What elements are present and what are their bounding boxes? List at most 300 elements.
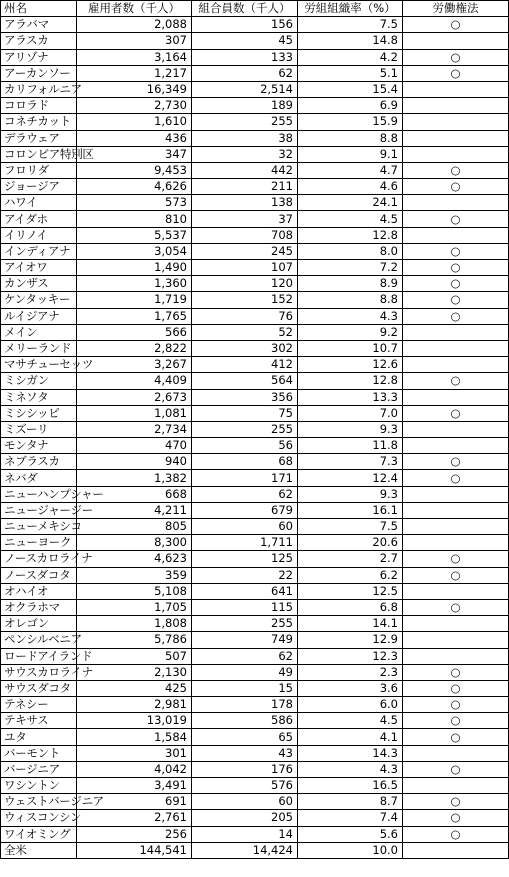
state-name-cell: ワシントン [1,778,77,794]
employed-cell: 4,626 [77,179,192,195]
right-to-work-cell [403,519,509,535]
state-name-cell: アイダホ [1,211,77,227]
right-to-work-cell [403,195,509,211]
table-row [1,81,509,97]
state-name-cell: イリノイ [1,227,77,243]
members-cell: 442 [192,162,298,178]
state-name-cell: ワイオミング [1,826,77,842]
members-cell: 176 [192,761,298,777]
employed-cell: 2,130 [77,664,192,680]
union-rate-cell: 9.1 [298,146,403,162]
members-cell: 679 [192,502,298,518]
right-to-work-cell: ○ [403,454,509,470]
members-cell: 76 [192,308,298,324]
table-row [1,243,509,259]
table-row [1,340,509,356]
union-rate-cell: 14.3 [298,745,403,761]
employed-cell: 1,808 [77,616,192,632]
employed-cell: 425 [77,680,192,696]
union-rate-cell: 20.6 [298,535,403,551]
union-rate-cell: 8.9 [298,276,403,292]
right-to-work-cell: ○ [403,292,509,308]
table-row [1,486,509,502]
union-rate-cell: 7.5 [298,519,403,535]
table-row [1,114,509,130]
state-name-cell: テキサス [1,713,77,729]
members-cell: 68 [192,454,298,470]
table-row [1,17,509,33]
right-to-work-cell [403,535,509,551]
employed-cell: 1,719 [77,292,192,308]
state-name-cell: オクラホマ [1,599,77,615]
employed-cell: 5,537 [77,227,192,243]
state-name-cell: サウスダコタ [1,680,77,696]
employed-cell: 4,623 [77,551,192,567]
employed-cell: 8,300 [77,535,192,551]
right-to-work-cell [403,502,509,518]
state-name-cell: デラウェア [1,130,77,146]
state-name-cell: ニューハンプシャー [1,486,77,502]
table-row [1,551,509,567]
members-cell: 45 [192,33,298,49]
state-name-cell: ウェストバージニア [1,794,77,810]
state-name-cell: ケンタッキー [1,292,77,308]
right-to-work-cell: ○ [403,276,509,292]
table-row [1,729,509,745]
employed-cell: 16,349 [77,81,192,97]
state-name-cell: フロリダ [1,162,77,178]
table-row [1,648,509,664]
table-row [1,98,509,114]
employed-cell: 2,734 [77,421,192,437]
members-cell: 14,424 [192,842,298,858]
right-to-work-cell: ○ [403,65,509,81]
table-row [1,519,509,535]
right-to-work-cell [403,33,509,49]
table-row [1,794,509,810]
members-cell: 255 [192,114,298,130]
members-cell: 178 [192,697,298,713]
employed-cell: 4,211 [77,502,192,518]
union-rate-cell: 6.0 [298,697,403,713]
table-row [1,130,509,146]
members-cell: 14 [192,826,298,842]
employed-cell: 4,042 [77,761,192,777]
right-to-work-cell: ○ [403,405,509,421]
right-to-work-cell [403,745,509,761]
employed-cell: 256 [77,826,192,842]
members-cell: 15 [192,680,298,696]
union-rate-cell: 4.7 [298,162,403,178]
members-cell: 49 [192,664,298,680]
state-name-cell: コロンビア特別区 [1,146,77,162]
members-cell: 125 [192,551,298,567]
right-to-work-cell: ○ [403,697,509,713]
employed-cell: 1,382 [77,470,192,486]
table-row [1,211,509,227]
header-union-rate: 労組組織率（%） [298,1,403,17]
right-to-work-cell [403,486,509,502]
members-cell: 189 [192,98,298,114]
employed-cell: 5,786 [77,632,192,648]
state-name-cell: ネブラスカ [1,454,77,470]
union-rate-cell: 12.4 [298,470,403,486]
union-rate-cell: 4.2 [298,49,403,65]
union-rate-cell: 12.8 [298,373,403,389]
employed-cell: 3,054 [77,243,192,259]
state-name-cell: ミシガン [1,373,77,389]
union-rate-cell: 24.1 [298,195,403,211]
total-row [1,842,509,858]
union-rate-cell: 8.0 [298,243,403,259]
employed-cell: 144,541 [77,842,192,858]
employed-cell: 2,761 [77,810,192,826]
state-name-cell: ネバダ [1,470,77,486]
right-to-work-cell [403,114,509,130]
union-rate-cell: 7.4 [298,810,403,826]
table-row [1,260,509,276]
employed-cell: 1,217 [77,65,192,81]
members-cell: 586 [192,713,298,729]
state-name-cell: メイン [1,324,77,340]
union-rate-cell: 4.3 [298,308,403,324]
table-row [1,583,509,599]
table-row [1,227,509,243]
union-rate-cell: 4.1 [298,729,403,745]
table-row [1,292,509,308]
right-to-work-cell: ○ [403,713,509,729]
table-row [1,778,509,794]
employed-cell: 1,490 [77,260,192,276]
members-cell: 37 [192,211,298,227]
union-rate-cell: 9.3 [298,486,403,502]
union-rate-cell: 2.3 [298,664,403,680]
state-name-cell: ペンシルベニア [1,632,77,648]
members-cell: 356 [192,389,298,405]
members-cell: 138 [192,195,298,211]
state-name-cell: インディアナ [1,243,77,259]
union-rate-cell: 13.3 [298,389,403,405]
members-cell: 171 [192,470,298,486]
members-cell: 152 [192,292,298,308]
state-name-cell: モンタナ [1,438,77,454]
union-rate-cell: 7.3 [298,454,403,470]
right-to-work-cell [403,421,509,437]
right-to-work-cell: ○ [403,729,509,745]
members-cell: 62 [192,65,298,81]
employed-cell: 2,730 [77,98,192,114]
members-cell: 60 [192,794,298,810]
employed-cell: 470 [77,438,192,454]
members-cell: 60 [192,519,298,535]
members-cell: 32 [192,146,298,162]
right-to-work-cell: ○ [403,17,509,33]
members-cell: 22 [192,567,298,583]
table-row [1,146,509,162]
table-row [1,389,509,405]
right-to-work-cell: ○ [403,308,509,324]
employed-cell: 347 [77,146,192,162]
state-name-cell: アーカンソー [1,65,77,81]
employed-cell: 307 [77,33,192,49]
union-rate-cell: 16.5 [298,778,403,794]
employed-cell: 940 [77,454,192,470]
table-row [1,373,509,389]
members-cell: 75 [192,405,298,421]
union-rate-cell: 15.4 [298,81,403,97]
state-name-cell: ノースダコタ [1,567,77,583]
members-cell: 1,711 [192,535,298,551]
members-cell: 156 [192,17,298,33]
table-row [1,276,509,292]
union-rate-cell: 12.9 [298,632,403,648]
state-name-cell: ニューメキシコ [1,519,77,535]
table-row [1,680,509,696]
state-name-cell: ミシシッピ [1,405,77,421]
state-name-cell: バーモント [1,745,77,761]
members-cell: 38 [192,130,298,146]
members-cell: 211 [192,179,298,195]
table-row [1,324,509,340]
members-cell: 255 [192,616,298,632]
employed-cell: 566 [77,324,192,340]
right-to-work-cell: ○ [403,373,509,389]
members-cell: 302 [192,340,298,356]
table-row [1,179,509,195]
table-row [1,502,509,518]
right-to-work-cell [403,583,509,599]
right-to-work-cell: ○ [403,162,509,178]
union-rate-cell: 6.2 [298,567,403,583]
right-to-work-cell [403,778,509,794]
right-to-work-cell: ○ [403,826,509,842]
union-rate-cell: 8.8 [298,292,403,308]
right-to-work-cell [403,389,509,405]
union-rate-cell: 4.5 [298,211,403,227]
header-state: 州名 [1,1,77,17]
table-row [1,535,509,551]
right-to-work-cell: ○ [403,599,509,615]
members-cell: 245 [192,243,298,259]
state-name-cell: テネシー [1,697,77,713]
union-rate-cell: 6.8 [298,599,403,615]
right-to-work-cell: ○ [403,470,509,486]
table-body [1,17,509,859]
union-rate-cell: 12.8 [298,227,403,243]
employed-cell: 810 [77,211,192,227]
right-to-work-cell: ○ [403,179,509,195]
union-rate-cell: 9.2 [298,324,403,340]
right-to-work-cell [403,81,509,97]
right-to-work-cell: ○ [403,567,509,583]
header-right-to-work: 労働権法 [403,1,509,17]
table-header [1,1,509,17]
members-cell: 120 [192,276,298,292]
employed-cell: 1,705 [77,599,192,615]
members-cell: 62 [192,486,298,502]
union-rate-cell: 7.2 [298,260,403,276]
right-to-work-cell [403,324,509,340]
table-row [1,438,509,454]
employed-cell: 573 [77,195,192,211]
employed-cell: 4,409 [77,373,192,389]
employed-cell: 1,584 [77,729,192,745]
right-to-work-cell: ○ [403,551,509,567]
employed-cell: 359 [77,567,192,583]
union-rate-cell: 4.5 [298,713,403,729]
table-row [1,745,509,761]
table-row [1,470,509,486]
union-rate-cell: 11.8 [298,438,403,454]
state-name-cell: ニュージャージー [1,502,77,518]
state-name-cell: ルイジアナ [1,308,77,324]
members-cell: 107 [192,260,298,276]
state-name-cell: コロラド [1,98,77,114]
employed-cell: 301 [77,745,192,761]
employed-cell: 3,491 [77,778,192,794]
employed-cell: 2,088 [77,17,192,33]
right-to-work-cell [403,227,509,243]
header-row [1,1,509,17]
employed-cell: 1,610 [77,114,192,130]
members-cell: 115 [192,599,298,615]
members-cell: 65 [192,729,298,745]
union-rate-cell: 8.8 [298,130,403,146]
table-row [1,65,509,81]
right-to-work-cell: ○ [403,211,509,227]
state-name-cell: オレゴン [1,616,77,632]
state-name-cell: アラバマ [1,17,77,33]
employed-cell: 2,822 [77,340,192,356]
right-to-work-cell [403,648,509,664]
union-rate-cell: 14.1 [298,616,403,632]
right-to-work-cell: ○ [403,810,509,826]
table-row [1,664,509,680]
right-to-work-cell: ○ [403,243,509,259]
state-name-cell: ノースカロライナ [1,551,77,567]
right-to-work-cell: ○ [403,761,509,777]
union-rate-cell: 5.6 [298,826,403,842]
state-name-cell: メリーランド [1,340,77,356]
table-row [1,810,509,826]
right-to-work-cell: ○ [403,794,509,810]
union-rate-cell: 4.6 [298,179,403,195]
state-name-cell: コネチカット [1,114,77,130]
state-name-cell: アイオワ [1,260,77,276]
header-members: 組合員数（千人） [192,1,298,17]
union-rate-cell: 15.9 [298,114,403,130]
state-name-cell: ユタ [1,729,77,745]
table-row [1,697,509,713]
right-to-work-cell [403,146,509,162]
employed-cell: 507 [77,648,192,664]
employed-cell: 691 [77,794,192,810]
state-name-cell: オハイオ [1,583,77,599]
state-name-cell: アラスカ [1,33,77,49]
state-name-cell: ウィスコンシン [1,810,77,826]
members-cell: 412 [192,357,298,373]
union-rate-cell: 12.6 [298,357,403,373]
table-row [1,33,509,49]
members-cell: 62 [192,648,298,664]
state-name-cell: サウスカロライナ [1,664,77,680]
members-cell: 708 [192,227,298,243]
state-name-cell: カリフォルニア [1,81,77,97]
right-to-work-cell: ○ [403,680,509,696]
employed-cell: 436 [77,130,192,146]
right-to-work-cell [403,98,509,114]
table-row [1,632,509,648]
table-row [1,308,509,324]
members-cell: 43 [192,745,298,761]
table-row [1,454,509,470]
members-cell: 576 [192,778,298,794]
right-to-work-cell [403,130,509,146]
state-name-cell: ロードアイランド [1,648,77,664]
employed-cell: 5,108 [77,583,192,599]
members-cell: 2,514 [192,81,298,97]
state-name-cell: ハワイ [1,195,77,211]
union-rate-cell: 5.1 [298,65,403,81]
table-row [1,357,509,373]
union-rate-cell: 6.9 [298,98,403,114]
table-row [1,421,509,437]
state-name-cell: ジョージア [1,179,77,195]
table-row [1,162,509,178]
right-to-work-cell: ○ [403,260,509,276]
members-cell: 205 [192,810,298,826]
union-rate-cell: 7.5 [298,17,403,33]
table-row [1,405,509,421]
union-rate-cell: 14.8 [298,33,403,49]
table-row [1,567,509,583]
members-cell: 749 [192,632,298,648]
header-employed: 雇用者数（千人） [77,1,192,17]
right-to-work-cell [403,632,509,648]
table-row [1,826,509,842]
union-rate-cell: 8.7 [298,794,403,810]
members-cell: 641 [192,583,298,599]
union-rate-cell: 3.6 [298,680,403,696]
union-rate-cell: 12.3 [298,648,403,664]
employed-cell: 2,673 [77,389,192,405]
state-name-cell: カンザス [1,276,77,292]
state-name-cell: 全米 [1,842,77,858]
right-to-work-cell: ○ [403,664,509,680]
union-rate-cell: 16.1 [298,502,403,518]
state-name-cell: バージニア [1,761,77,777]
state-name-cell: ニューヨーク [1,535,77,551]
right-to-work-cell [403,842,509,858]
members-cell: 255 [192,421,298,437]
state-name-cell: アリゾナ [1,49,77,65]
members-cell: 564 [192,373,298,389]
members-cell: 133 [192,49,298,65]
employed-cell: 1,360 [77,276,192,292]
employed-cell: 1,765 [77,308,192,324]
union-rate-cell: 9.3 [298,421,403,437]
union-rate-cell: 2.7 [298,551,403,567]
table-row [1,761,509,777]
employed-cell: 3,267 [77,357,192,373]
employed-cell: 3,164 [77,49,192,65]
union-rate-cell: 7.0 [298,405,403,421]
table-row [1,195,509,211]
members-cell: 56 [192,438,298,454]
employed-cell: 805 [77,519,192,535]
table-row [1,616,509,632]
table-row [1,713,509,729]
